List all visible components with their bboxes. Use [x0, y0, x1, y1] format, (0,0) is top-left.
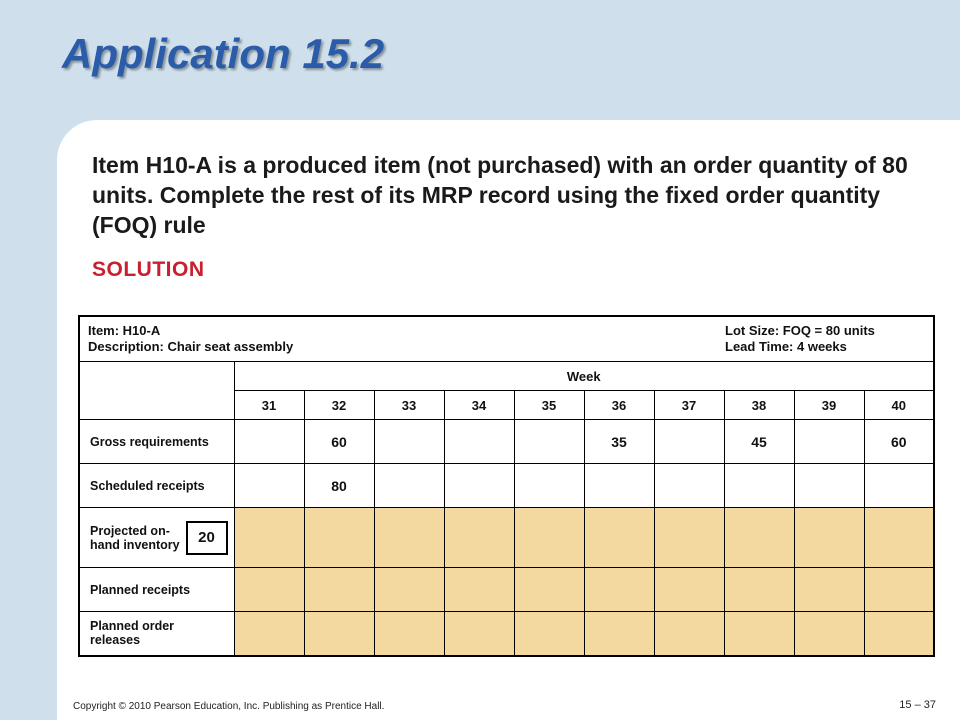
planned-release-cell[interactable] [654, 612, 724, 656]
week-cell: 38 [724, 391, 794, 420]
projected-cell[interactable] [584, 508, 654, 568]
week-cell: 37 [654, 391, 724, 420]
week-cell: 40 [864, 391, 934, 420]
projected-cell[interactable] [234, 508, 304, 568]
planned-receipt-cell[interactable] [514, 568, 584, 612]
planned-receipt-cell[interactable] [444, 568, 514, 612]
gross-cell [514, 420, 584, 464]
gross-cell [374, 420, 444, 464]
item-description: Description: Chair seat assembly [88, 339, 294, 354]
row-label: Scheduled receipts [79, 464, 234, 508]
row-label-projected [79, 508, 234, 568]
gross-requirements-row [79, 420, 934, 464]
planned-receipt-cell[interactable] [374, 568, 444, 612]
projected-cell[interactable] [654, 508, 724, 568]
planned-release-cell[interactable] [864, 612, 934, 656]
projected-cell[interactable] [514, 508, 584, 568]
week-cell: 34 [444, 391, 514, 420]
copyright-footer: Copyright © 2010 Pearson Education, Inc. Publishing as Prentice Hall. [73, 701, 385, 712]
mrp-record-table [78, 315, 935, 657]
record-info [79, 316, 934, 362]
planned-receipt-cell[interactable] [234, 568, 304, 612]
planned-release-cell[interactable] [444, 612, 514, 656]
planned-release-cell[interactable] [514, 612, 584, 656]
planned-release-cell[interactable] [304, 612, 374, 656]
projected-cell[interactable] [374, 508, 444, 568]
item-id: Item: H10-A [88, 323, 161, 338]
planned-release-cell[interactable] [794, 612, 864, 656]
planned-receipt-cell[interactable] [654, 568, 724, 612]
gross-cell: 45 [724, 420, 794, 464]
lot-size: Lot Size: FOQ = 80 units [725, 323, 875, 338]
gross-cell [654, 420, 724, 464]
scheduled-cell [234, 464, 304, 508]
scheduled-cell [374, 464, 444, 508]
planned-receipt-cell[interactable] [724, 568, 794, 612]
row-label: Projected on-hand inventory [90, 523, 180, 552]
page-number: 15 – 37 [899, 699, 936, 711]
week-label-row [79, 362, 934, 391]
slide-title: Application 15.2 [62, 30, 385, 77]
problem-statement: Item H10-A is a produced item (not purchased) with an order quantity of 80 units. Complete the rest of its MRP record using the fixed order quantity (FOQ) rule [92, 152, 908, 238]
on-hand-box: 20 [186, 521, 228, 555]
week-cell: 31 [234, 391, 304, 420]
projected-cell[interactable] [864, 508, 934, 568]
planned-receipt-cell[interactable] [864, 568, 934, 612]
record-header-row [79, 316, 934, 362]
projected-on-hand-row [79, 508, 934, 568]
scheduled-cell [724, 464, 794, 508]
lead-time: Lead Time: 4 weeks [725, 339, 847, 354]
planned-release-cell[interactable] [234, 612, 304, 656]
planned-receipt-cell[interactable] [304, 568, 374, 612]
gross-cell: 60 [864, 420, 934, 464]
row-label: Planned receipts [79, 568, 234, 612]
scheduled-cell [584, 464, 654, 508]
week-header: Week [234, 362, 934, 391]
projected-cell[interactable] [794, 508, 864, 568]
gross-cell [444, 420, 514, 464]
week-cell: 32 [304, 391, 374, 420]
scheduled-cell [514, 464, 584, 508]
planned-release-cell[interactable] [374, 612, 444, 656]
scheduled-receipts-row [79, 464, 934, 508]
scheduled-cell [654, 464, 724, 508]
week-cell: 35 [514, 391, 584, 420]
scheduled-cell [864, 464, 934, 508]
scheduled-cell [444, 464, 514, 508]
gross-cell: 60 [304, 420, 374, 464]
week-cell: 39 [794, 391, 864, 420]
planned-receipts-row [79, 568, 934, 612]
projected-cell[interactable] [304, 508, 374, 568]
solution-heading: SOLUTION [92, 258, 205, 281]
planned-order-releases-row [79, 612, 934, 656]
gross-cell [234, 420, 304, 464]
projected-cell[interactable] [444, 508, 514, 568]
corner-cell [79, 362, 234, 420]
gross-cell: 35 [584, 420, 654, 464]
week-cell: 36 [584, 391, 654, 420]
week-cell: 33 [374, 391, 444, 420]
planned-receipt-cell[interactable] [584, 568, 654, 612]
planned-release-cell[interactable] [584, 612, 654, 656]
planned-receipt-cell[interactable] [794, 568, 864, 612]
projected-cell[interactable] [724, 508, 794, 568]
scheduled-cell: 80 [304, 464, 374, 508]
row-label: Planned order releases [79, 612, 234, 656]
scheduled-cell [794, 464, 864, 508]
row-label: Gross requirements [79, 420, 234, 464]
planned-release-cell[interactable] [724, 612, 794, 656]
gross-cell [794, 420, 864, 464]
